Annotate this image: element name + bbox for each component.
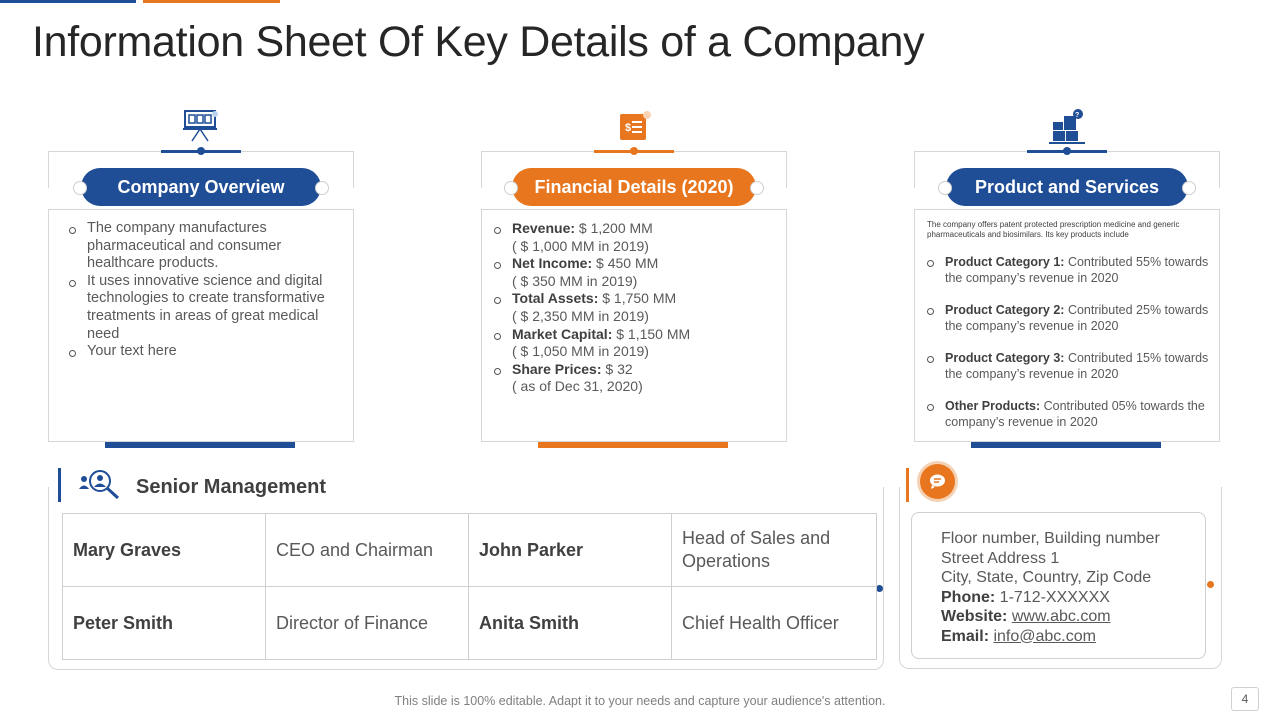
website-line bbox=[941, 607, 1160, 627]
product-label: Other Products: bbox=[945, 399, 1041, 413]
person-name: John Parker bbox=[469, 514, 672, 587]
section-bottom-bar bbox=[971, 442, 1161, 448]
list-item: It uses innovative science and digital technologies to create transformative treatments in areas of great medical need bbox=[67, 273, 337, 343]
metric-value: $ 1,150 MM bbox=[612, 325, 691, 342]
person-name: Peter Smith bbox=[63, 587, 266, 660]
list-item bbox=[492, 290, 782, 325]
metric-label: Total Assets: bbox=[512, 290, 599, 307]
metric-label: Share Prices: bbox=[512, 360, 602, 377]
table-row bbox=[63, 587, 877, 660]
products-section bbox=[914, 104, 1220, 454]
website-label: Website: bbox=[941, 608, 1008, 625]
person-role: Head of Sales and Operations bbox=[672, 514, 877, 587]
metric-label: Net Income: bbox=[512, 255, 593, 272]
svg-text:$: $ bbox=[625, 122, 632, 134]
phone-label: Phone: bbox=[941, 588, 996, 606]
email-line bbox=[941, 627, 1160, 647]
svg-text:?: ? bbox=[1075, 112, 1080, 119]
company-overview-box bbox=[48, 209, 354, 442]
financial-details-box bbox=[481, 209, 787, 442]
list-item bbox=[492, 220, 782, 255]
address-text bbox=[941, 529, 1160, 646]
connector-dot bbox=[1063, 147, 1071, 155]
website-link[interactable]: www.abc.com bbox=[1011, 608, 1111, 625]
metric-label: Market Capital: bbox=[512, 325, 613, 342]
metric-previous: ( $ 350 MM in 2019) bbox=[512, 272, 638, 289]
metric-value: $ 1,200 MM bbox=[575, 220, 653, 236]
address-line: City, State, Country, Zip Code bbox=[941, 569, 1152, 586]
list-item bbox=[492, 361, 782, 396]
list-item: The company manufactures pharmaceutical and consumer healthcare products. bbox=[67, 220, 337, 273]
connector-dot bbox=[197, 147, 205, 155]
financial-details-list bbox=[492, 220, 782, 396]
person-role: CEO and Chairman bbox=[266, 514, 469, 587]
team-search-icon bbox=[78, 467, 122, 506]
senior-management-accent bbox=[58, 468, 61, 502]
metric-value: $ 450 MM bbox=[592, 255, 659, 272]
connector-dot bbox=[876, 585, 883, 592]
list-item: Your text here bbox=[67, 343, 337, 361]
metric-value: $ 1,750 MM bbox=[598, 290, 677, 307]
person-name: Anita Smith bbox=[469, 587, 672, 660]
metric-previous: ( $ 1,050 MM in 2019) bbox=[512, 343, 649, 360]
table-row bbox=[63, 514, 877, 587]
product-label: Product Category 2: bbox=[945, 303, 1065, 317]
email-link[interactable]: info@abc.com bbox=[993, 627, 1096, 645]
phone-value: 1-712-XXXXXX bbox=[995, 588, 1110, 606]
financial-details-section bbox=[481, 104, 787, 454]
list-item bbox=[925, 254, 1215, 286]
senior-management-heading: Senior Management bbox=[136, 476, 327, 498]
list-item bbox=[925, 302, 1215, 334]
product-label: Product Category 1: bbox=[945, 255, 1065, 269]
company-overview-list bbox=[67, 220, 337, 361]
product-label: Product Category 3: bbox=[945, 351, 1065, 365]
products-intro: The company offers patent protected prescription medicine and generic pharmaceuticals and biosimilars. Its key products include bbox=[927, 220, 1180, 239]
list-item bbox=[925, 350, 1215, 382]
metric-previous: ( $ 1,000 MM in 2019) bbox=[512, 237, 649, 254]
list-item bbox=[492, 326, 782, 361]
product-text: Contributed 55% towards the company’s revenue in 2020 bbox=[945, 255, 1209, 285]
section-bottom-bar bbox=[538, 442, 728, 448]
address-line: Street Address 1 bbox=[941, 549, 1060, 567]
person-name: Mary Graves bbox=[63, 514, 266, 587]
product-text: Contributed 05% towards the company’s revenue in 2020 bbox=[945, 399, 1205, 429]
list-item bbox=[925, 398, 1215, 430]
connector-dot bbox=[630, 147, 638, 155]
person-role: Director of Finance bbox=[266, 587, 469, 660]
chat-bubble-icon bbox=[920, 464, 955, 499]
products-list bbox=[925, 254, 1215, 446]
company-overview-heading: Company Overview bbox=[81, 168, 321, 206]
company-overview-section bbox=[48, 104, 354, 454]
email-label: Email: bbox=[941, 627, 990, 645]
senior-management-table bbox=[62, 513, 877, 660]
metric-previous: ( $ 2,350 MM in 2019) bbox=[512, 307, 649, 324]
product-text: Contributed 15% towards the company’s revenue in 2020 bbox=[945, 351, 1209, 381]
products-heading: Product and Services bbox=[946, 168, 1188, 206]
connector-dot bbox=[1207, 581, 1214, 588]
address-box bbox=[911, 512, 1206, 659]
product-text: Contributed 25% towards the company’s revenue in 2020 bbox=[945, 303, 1209, 333]
list-item bbox=[492, 255, 782, 290]
address-line: Floor number, Building number bbox=[941, 530, 1160, 547]
financial-details-heading: Financial Details (2020) bbox=[512, 168, 756, 206]
metric-label: Revenue: bbox=[512, 220, 576, 236]
section-bottom-bar bbox=[105, 442, 295, 448]
phone-line bbox=[941, 588, 1160, 608]
footer-note: This slide is 100% editable. Adapt it to your needs and capture your audience's attention. bbox=[394, 694, 886, 708]
address-accent bbox=[906, 468, 909, 502]
top-accent-orange bbox=[143, 0, 280, 3]
metric-value: $ 32 bbox=[601, 360, 633, 377]
person-role: Chief Health Officer bbox=[672, 587, 877, 660]
page-title: Information Sheet Of Key Details of a Company bbox=[32, 18, 925, 66]
metric-previous: ( as of Dec 31, 2020) bbox=[512, 378, 643, 395]
products-box bbox=[914, 209, 1220, 442]
page-number: 4 bbox=[1231, 687, 1259, 711]
top-accent-blue bbox=[0, 0, 136, 3]
